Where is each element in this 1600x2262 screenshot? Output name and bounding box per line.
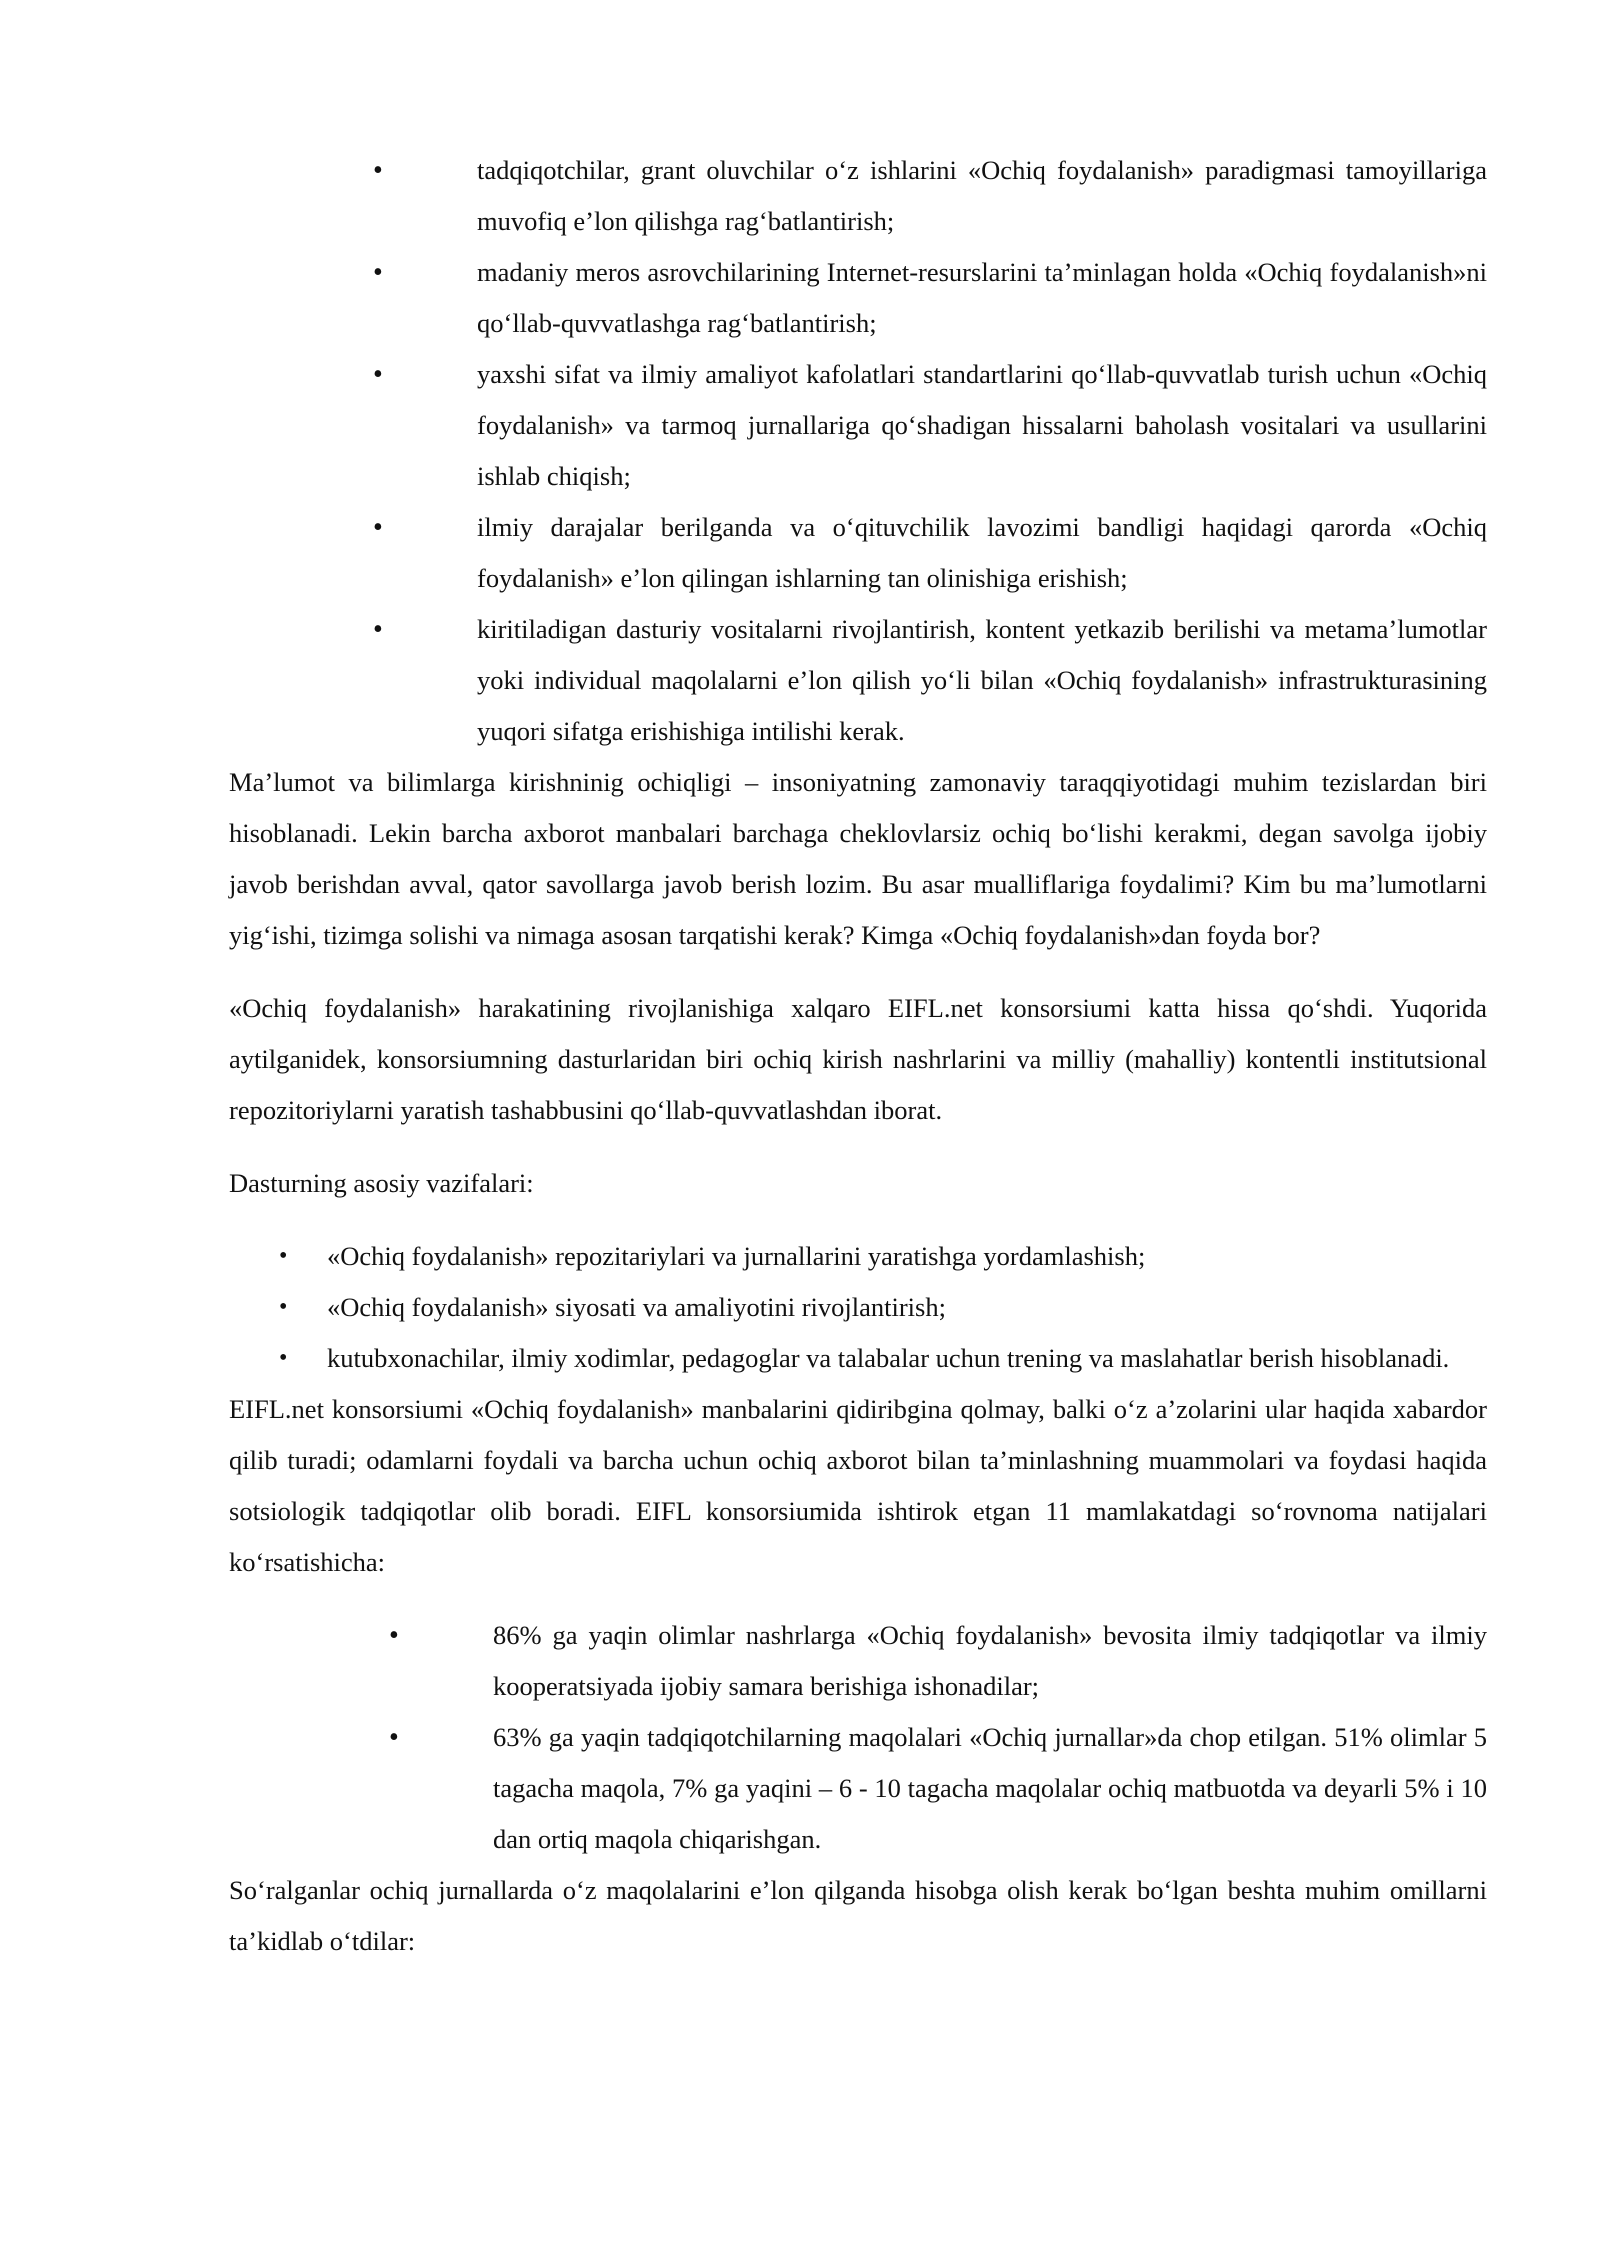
bullet-icon: • — [373, 614, 383, 645]
list-item-text: kutubxonachilar, ilmiy xodimlar, pedagoglar va talabalar uchun trening va maslahatlar berish hisoblanadi. — [327, 1343, 1450, 1373]
paragraph-five-factors: So‘ralganlar ochiq jurnallarda o‘z maqolalarini e’lon qilganda hisobga olish kerak bo‘lgan beshta muhim omillarni ta’kidlab o‘tdilar: — [229, 1875, 1487, 1956]
document-page — [229, 145, 1487, 1967]
list-item-text: madaniy meros asrovchilarining Internet-resurslarini ta’minlagan holda «Ochiq foydalanish»ni qo‘llab-quvvatlashga rag‘batlantirish; — [477, 257, 1487, 338]
list-item — [229, 247, 1487, 349]
goals-list — [229, 145, 1487, 757]
list-item — [229, 1333, 1487, 1384]
list-item — [229, 1712, 1487, 1865]
bullet-icon: • — [389, 1620, 399, 1651]
paragraph-tasks-heading: Dasturning asosiy vazifalari: — [229, 1168, 534, 1198]
bullet-icon: • — [373, 359, 383, 390]
list-item-text: «Ochiq foydalanish» repozitariylari va jurnallarini yaratishga yordamlashish; — [327, 1241, 1146, 1271]
list-item — [229, 604, 1487, 757]
tasks-list — [229, 1231, 1487, 1384]
list-item-text: 86% ga yaqin olimlar nashrlarga «Ochiq foydalanish» bevosita ilmiy tadqiqotlar va ilmiy kooperatsiyada ijobiy samara berishiga ishonadilar; — [493, 1620, 1487, 1701]
survey-results-list — [229, 1610, 1487, 1865]
list-item-text: «Ochiq foydalanish» siyosati va amaliyotini rivojlantirish; — [327, 1292, 946, 1322]
list-item — [229, 502, 1487, 604]
paragraph-openness: Ma’lumot va bilimlarga kirishninig ochiqligi – insoniyatning zamonaviy taraqqiyotidagi muhim tezislardan biri hisoblanadi. Lekin barcha axborot manbalari barchaga cheklovlarsiz ochiq bo‘lishi kerakmi, degan savolga ijobiy javob berishdan avval, qator savollarga javob berish lozim. Bu asar mualliflariga foydalimi? Kim bu ma’lumotlarni yig‘ishi, tizimga solishi va nimaga asosan tarqatishi kerak? Kimga «Ochiq foydalanish»dan foyda bor? — [229, 767, 1487, 950]
paragraph-eifl-contribution: «Ochiq foydalanish» harakatining rivojlanishiga xalqaro EIFL.net konsorsiumi katta hissa qo‘shdi. Yuqorida aytilganidek, konsorsiumning dasturlaridan biri ochiq kirish nashrlarini va milliy (mahalliy) kontentli institutsional repozitoriylarni yaratish tashabbusini qo‘llab-quvvatlashdan iborat. — [229, 993, 1487, 1125]
paragraph-eifl-survey: EIFL.net konsorsiumi «Ochiq foydalanish» manbalarini qidiribgina qolmay, balki o‘z a’zolarini ular haqida xabardor qilib turadi; odamlarni foydali va barcha uchun ochiq axborot bilan ta’minlashning muammolari va foydasi haqida sotsiologik tadqiqotlar olib boradi. EIFL konsorsiumida ishtirok etgan 11 mamlakatdagi so‘rovnoma natijalari ko‘rsatishicha: — [229, 1394, 1487, 1577]
list-item — [229, 1282, 1487, 1333]
bullet-icon: • — [373, 512, 383, 543]
list-item-text: tadqiqotchilar, grant oluvchilar o‘z ishlarini «Ochiq foydalanish» paradigmasi tamoyillariga muvofiq e’lon qilishga rag‘batlantirish; — [477, 155, 1487, 236]
list-item — [229, 1231, 1487, 1282]
bullet-icon: • — [279, 1345, 288, 1371]
bullet-icon: • — [389, 1722, 399, 1753]
bullet-icon: • — [373, 155, 383, 186]
list-item-text: ilmiy darajalar berilganda va o‘qituvchilik lavozimi bandligi haqidagi qarorda «Ochiq foydalanish» e’lon qilingan ishlarning tan olinishiga erishish; — [477, 512, 1487, 593]
bullet-icon: • — [373, 257, 383, 288]
bullet-icon: • — [279, 1294, 288, 1320]
list-item-text: kiritiladigan dasturiy vositalarni rivojlantirish, kontent yetkazib berilishi va metama’lumotlar yoki individual maqolalarni e’lon qilish yo‘li bilan «Ochiq foydalanish» infrastrukturasining yuqori sifatga erishishiga intilishi kerak. — [477, 614, 1487, 746]
list-item — [229, 349, 1487, 502]
list-item — [229, 1610, 1487, 1712]
list-item-text: yaxshi sifat va ilmiy amaliyot kafolatlari standartlarini qo‘llab-quvvatlab turish uchun «Ochiq foydalanish» va tarmoq jurnallariga qo‘shadigan hissalarni baholash vositalari va usullarini ishlab chiqish; — [477, 359, 1487, 491]
bullet-icon: • — [279, 1243, 288, 1269]
list-item-text: 63% ga yaqin tadqiqotchilarning maqolalari «Ochiq jurnallar»da chop etilgan. 51% olimlar 5 tagacha maqola, 7% ga yaqini – 6 - 10 tagacha maqolalar ochiq matbuotda va deyarli 5% i 10 dan ortiq maqola chiqarishgan. — [493, 1722, 1487, 1854]
list-item — [229, 145, 1487, 247]
